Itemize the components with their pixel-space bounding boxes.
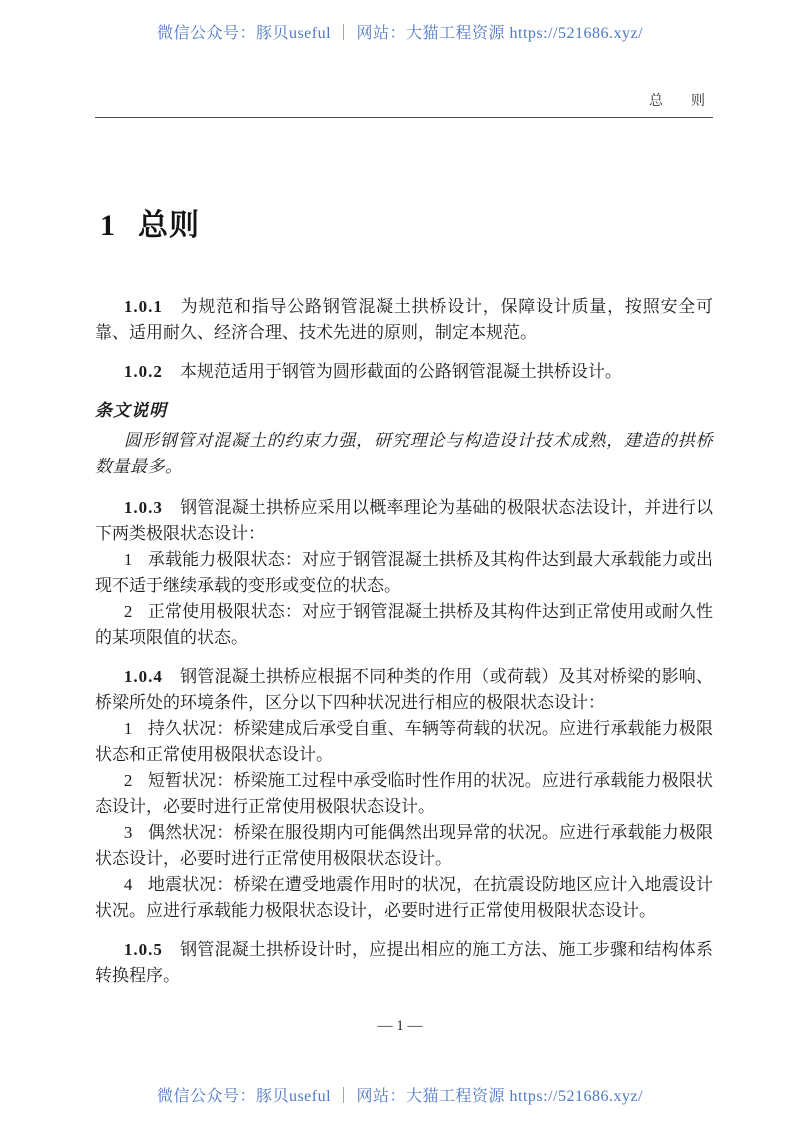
document-body [95,294,713,1002]
item-text: 持久状况：桥梁建成后承受自重、车辆等荷载的状况。应进行承载能力极限状态和正常使用极限状态设计。 [95,719,713,764]
clause-number: 1.0.4 [123,667,163,686]
clause-1-0-2 [95,359,713,385]
clause-number: 1.0.2 [123,362,163,381]
commentary-section [95,398,713,480]
item-text: 正常使用极限状态：对应于钢管混凝土拱桥及其构件达到正常使用或耐久性的某项限值的状态。 [95,602,713,647]
item-number: 2 [123,771,133,790]
clause-number: 1.0.1 [123,297,163,316]
clause-number: 1.0.3 [123,498,163,517]
clause-1-0-5 [95,937,713,989]
chapter-number: 1 [100,209,116,242]
item-text: 短暂状况：桥梁施工过程中承受临时性作用的状况。应进行承载能力极限状态设计，必要时进行正常使用极限状态设计。 [95,771,713,816]
commentary-heading: 条文说明 [95,401,167,420]
clause-item [95,768,713,820]
clause-1-0-1 [95,294,713,346]
clause-paragraph [95,495,713,547]
clause-text: 钢管混凝土拱桥应采用以概率理论为基础的极限状态法设计，并进行以下两类极限状态设计： [95,498,713,543]
clause-text: 钢管混凝土拱桥设计时，应提出相应的施工方法、施工步骤和结构体系转换程序。 [95,940,713,985]
running-title: 总 则 [649,94,705,109]
clause-number: 1.0.5 [123,940,163,959]
clause-item [95,716,713,768]
chapter-title [100,200,200,244]
item-number: 1 [123,550,133,569]
clause-item [95,872,713,924]
clause-paragraph [95,294,713,346]
item-number: 4 [123,875,133,894]
item-text: 地震状况：桥梁在遭受地震作用时的状况，在抗震设防地区应计入地震设计状况。应进行承载能力极限状态设计，必要时进行正常使用极限状态设计。 [95,875,713,920]
clause-item [95,820,713,872]
clause-text: 为规范和指导公路钢管混凝土拱桥设计，保障设计质量，按照安全可靠、适用耐久、经济合理、技术先进的原则，制定本规范。 [95,297,713,342]
item-text: 承载能力极限状态：对应于钢管混凝土拱桥及其构件达到最大承载能力或出现不适于继续承载的变形或变位的状态。 [95,550,713,595]
clause-item [95,547,713,599]
clause-1-0-3 [95,495,713,651]
page-header [95,90,713,118]
clause-paragraph [95,359,713,385]
clause-item [95,599,713,651]
clause-paragraph [95,664,713,716]
item-text: 偶然状况：桥梁在服役期内可能偶然出现异常的状况。应进行承载能力极限状态设计，必要时进行正常使用极限状态设计。 [95,823,713,868]
commentary-text: 圆形钢管对混凝土的约束力强，研究理论与构造设计技术成熟，建造的拱桥数量最多。 [95,431,713,476]
chapter-title-text: 总则 [138,209,200,242]
item-number: 2 [123,602,133,621]
clause-paragraph [95,937,713,989]
page-number: — 1 — [377,1018,423,1034]
item-number: 1 [123,719,133,738]
clause-1-0-4 [95,664,713,924]
item-number: 3 [123,823,133,842]
clause-text: 钢管混凝土拱桥应根据不同种类的作用（或荷载）及其对桥梁的影响、桥梁所处的环境条件，区分以下四种状况进行相应的极限状态设计： [95,667,713,712]
clause-text: 本规范适用于钢管为圆形截面的公路钢管混凝土拱桥设计。 [179,362,622,381]
watermark-bottom: 微信公众号：豚贝useful ｜ 网站：大猫工程资源 https://521686.xyz/ [156,1088,644,1105]
watermark-top: 微信公众号：豚贝useful ｜ 网站：大猫工程资源 https://521686.xyz/ [156,25,644,42]
